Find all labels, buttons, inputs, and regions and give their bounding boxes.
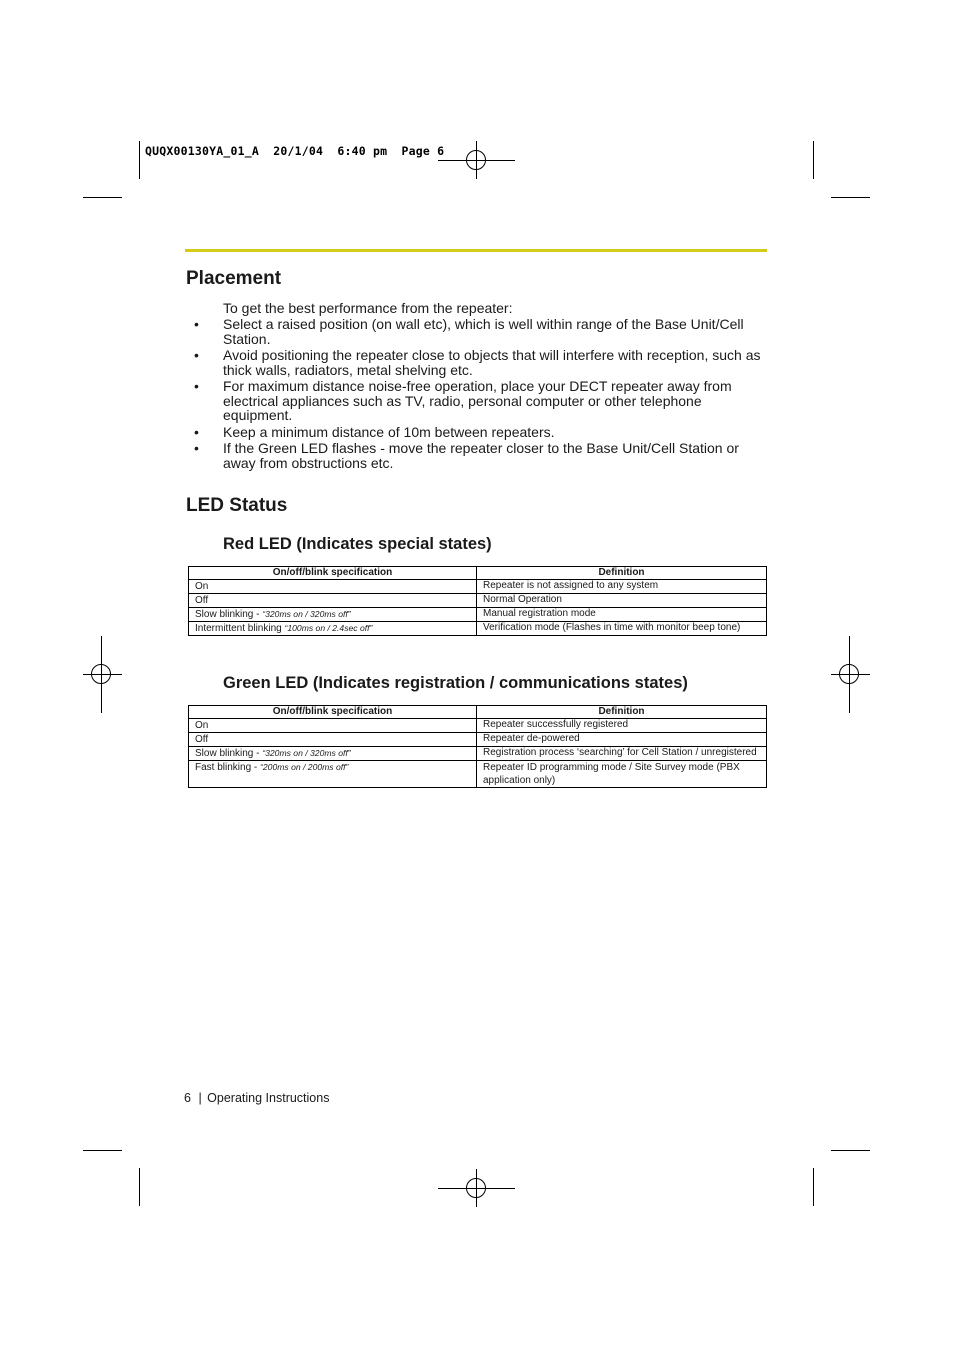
list-item: • Avoid positioning the repeater close to objects that will interfere with reception, such as thick walls, radiators, metal shelving etc. bbox=[194, 347, 761, 378]
green-led-table bbox=[188, 705, 767, 788]
footer-label: Operating Instructions bbox=[207, 1091, 330, 1105]
column-header-spec: On/off/blink specification bbox=[189, 567, 477, 580]
led-status-heading: LED Status bbox=[186, 495, 288, 516]
table-row: On Repeater is not assigned to any system bbox=[189, 580, 767, 594]
list-item: • Keep a minimum distance of 10m between repeaters. bbox=[194, 423, 555, 440]
table-row: Intermittent blinking “100ms on / 2.4sec off” Verification mode (Flashes in time with monitor beep tone) bbox=[189, 622, 767, 636]
table-header-row bbox=[189, 567, 767, 580]
placement-bullet-list bbox=[194, 317, 768, 472]
list-item: • Select a raised position (on wall etc), which is well within range of the Base Unit/Cell Station. bbox=[194, 316, 744, 347]
table-row: On Repeater successfully registered bbox=[189, 719, 767, 733]
table-row: Slow blinking - “320ms on / 320ms off” Manual registration mode bbox=[189, 608, 767, 622]
table-row: Off Repeater de-powered bbox=[189, 733, 767, 747]
page-footer bbox=[184, 1091, 329, 1105]
footer-separator: | bbox=[198, 1091, 202, 1105]
table-row: Off Normal Operation bbox=[189, 594, 767, 608]
red-led-heading: Red LED (Indicates special states) bbox=[223, 535, 492, 553]
table-row: Slow blinking - “320ms on / 320ms off” Registration process ‘searching’ for Cell Station / unregistered bbox=[189, 747, 767, 761]
printer-slug: QUQX00130YA_01_A 20/1/04 6:40 pm Page 6 bbox=[145, 144, 445, 158]
column-header-spec: On/off/blink specification bbox=[189, 706, 477, 719]
placement-intro: To get the best performance from the repeater: bbox=[223, 300, 513, 316]
green-led-heading: Green LED (Indicates registration / communications states) bbox=[223, 674, 688, 692]
list-item: • For maximum distance noise-free operation, place your DECT repeater away from electrical appliances such as TV, radio, personal computer or other telephone equipment. bbox=[194, 378, 732, 423]
red-led-table bbox=[188, 566, 767, 636]
list-item: • If the Green LED flashes - move the repeater closer to the Base Unit/Cell Station or away from obstructions etc. bbox=[194, 440, 739, 471]
table-header-row bbox=[189, 706, 767, 719]
column-header-definition: Definition bbox=[477, 567, 767, 580]
page-number: 6 bbox=[184, 1091, 191, 1105]
table-row: Fast blinking - “200ms on / 200ms off” Repeater ID programming mode / Site Survey mode (PBX application only) bbox=[189, 761, 767, 788]
placement-heading: Placement bbox=[186, 268, 282, 289]
column-header-definition: Definition bbox=[477, 706, 767, 719]
section-rule bbox=[185, 249, 767, 252]
